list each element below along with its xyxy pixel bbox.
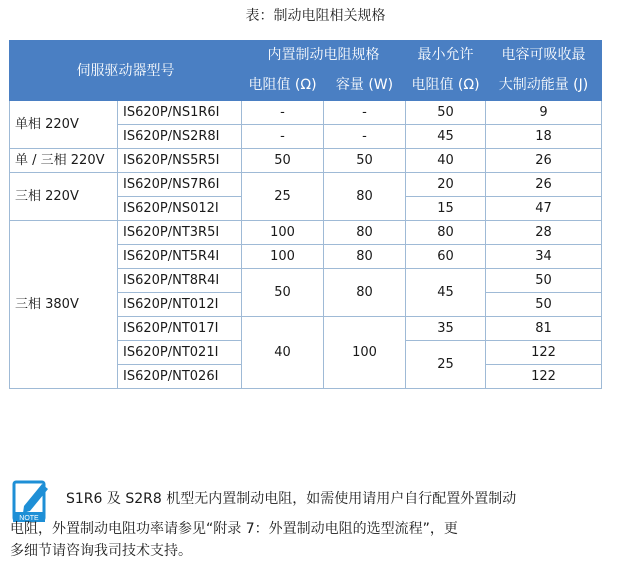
- table-row: [10, 101, 602, 125]
- resistance-cell: 100: [242, 221, 324, 245]
- min-resistance-cell: 80: [406, 221, 486, 245]
- capacity-cell: -: [324, 125, 406, 149]
- resistance-cell: 50: [242, 149, 324, 173]
- capacity-cell: 80: [324, 269, 406, 317]
- capacity-cell: 80: [324, 221, 406, 245]
- header-cap-energy-2: 大制动能量 (J): [486, 70, 602, 101]
- model-cell: IS620P/NT5R4I: [118, 245, 242, 269]
- note-line-2: 电阻，外置制动电阻功率请参见“附录 7：外置制动电阻的选型流程”，更: [10, 521, 458, 537]
- model-cell: IS620P/NT8R4I: [118, 269, 242, 293]
- table-row: [10, 173, 602, 197]
- energy-cell: 122: [486, 341, 602, 365]
- energy-cell: 28: [486, 221, 602, 245]
- header-resistance: 电阻值 (Ω): [242, 70, 324, 101]
- model-cell: IS620P/NT021I: [118, 341, 242, 365]
- model-cell: IS620P/NT012I: [118, 293, 242, 317]
- header-capacity: 容量 (W): [324, 70, 406, 101]
- energy-cell: 50: [486, 269, 602, 293]
- model-cell: IS620P/NS012I: [118, 197, 242, 221]
- min-resistance-cell: 60: [406, 245, 486, 269]
- resistance-cell: -: [242, 101, 324, 125]
- min-resistance-cell: 45: [406, 125, 486, 149]
- resistance-cell: 100: [242, 245, 324, 269]
- resistance-cell: 50: [242, 269, 324, 317]
- capacity-cell: 100: [324, 317, 406, 389]
- min-resistance-cell: 45: [406, 269, 486, 317]
- table-row: [10, 149, 602, 173]
- min-resistance-cell: 25: [406, 341, 486, 389]
- brake-resistor-spec-table: [9, 40, 602, 389]
- capacity-cell: -: [324, 101, 406, 125]
- capacity-cell: 80: [324, 173, 406, 221]
- energy-cell: 34: [486, 245, 602, 269]
- min-resistance-cell: 20: [406, 173, 486, 197]
- header-min-allow-1: 最小允许: [406, 41, 486, 70]
- model-cell: IS620P/NS5R5I: [118, 149, 242, 173]
- model-cell: IS620P/NS7R6I: [118, 173, 242, 197]
- group-label: 三相 220V: [10, 173, 118, 221]
- resistance-cell: -: [242, 125, 324, 149]
- note-line-1: S1R6 及 S2R8 机型无内置制动电阻，如需使用请用户自行配置外置制动: [66, 491, 517, 507]
- model-cell: IS620P/NT017I: [118, 317, 242, 341]
- resistance-cell: 40: [242, 317, 324, 389]
- energy-cell: 26: [486, 173, 602, 197]
- min-resistance-cell: 40: [406, 149, 486, 173]
- capacity-cell: 50: [324, 149, 406, 173]
- note-line-3: 多细节请咨询我司技术支持。: [10, 543, 192, 559]
- group-label: 单 / 三相 220V: [10, 149, 118, 173]
- resistance-cell: 25: [242, 173, 324, 221]
- table-row: [10, 221, 602, 245]
- energy-cell: 50: [486, 293, 602, 317]
- min-resistance-cell: 50: [406, 101, 486, 125]
- header-cap-energy-1: 电容可吸收最: [486, 41, 602, 70]
- group-label: 三相 380V: [10, 221, 118, 389]
- table-caption: 表：制动电阻相关规格: [245, 8, 386, 24]
- header-builtin-resistor: 内置制动电阻规格: [242, 41, 406, 70]
- model-cell: IS620P/NS1R6I: [118, 101, 242, 125]
- min-resistance-cell: 15: [406, 197, 486, 221]
- energy-cell: 47: [486, 197, 602, 221]
- model-cell: IS620P/NT3R5I: [118, 221, 242, 245]
- energy-cell: 9: [486, 101, 602, 125]
- model-cell: IS620P/NT026I: [118, 365, 242, 389]
- header-min-allow-2: 电阻值 (Ω): [406, 70, 486, 101]
- group-label: 单相 220V: [10, 101, 118, 149]
- capacity-cell: 80: [324, 245, 406, 269]
- header-model: 伺服驱动器型号: [10, 41, 242, 101]
- model-cell: IS620P/NS2R8I: [118, 125, 242, 149]
- min-resistance-cell: 35: [406, 317, 486, 341]
- energy-cell: 81: [486, 317, 602, 341]
- energy-cell: 122: [486, 365, 602, 389]
- energy-cell: 26: [486, 149, 602, 173]
- note-icon-label: NOTE: [19, 515, 39, 522]
- energy-cell: 18: [486, 125, 602, 149]
